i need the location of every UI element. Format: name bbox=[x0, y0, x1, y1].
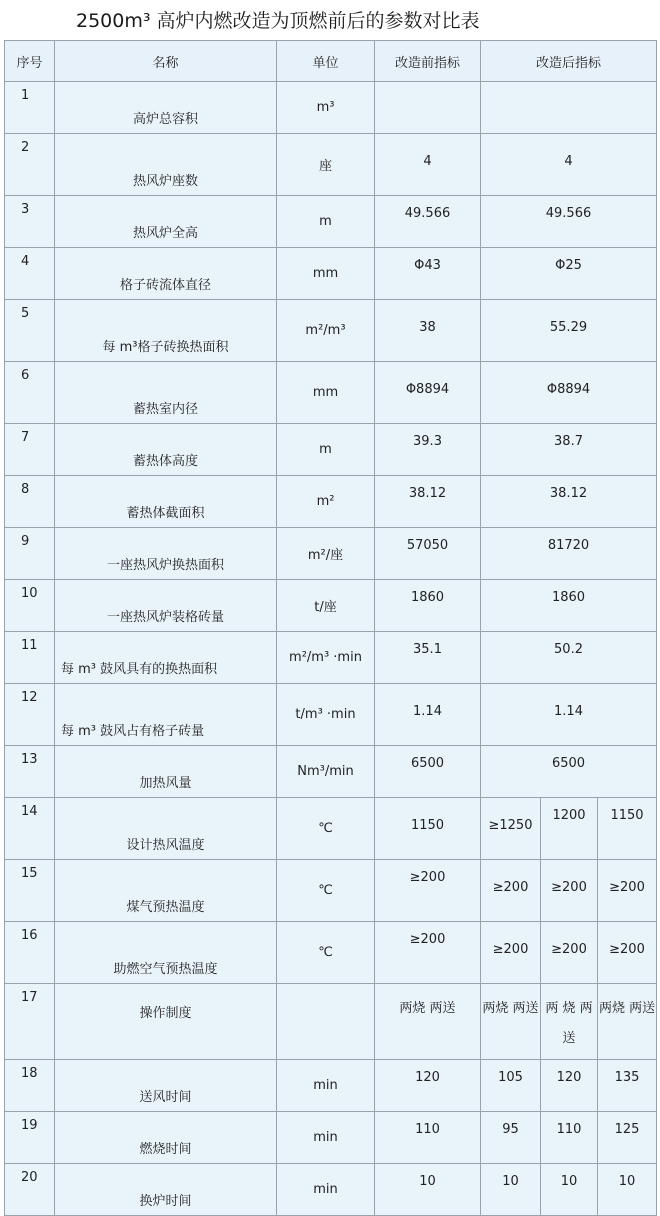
table-row bbox=[5, 528, 657, 580]
row-after-value: 135 bbox=[598, 1060, 657, 1112]
table-row bbox=[5, 1060, 657, 1112]
row-index: 9 bbox=[5, 528, 55, 580]
comparison-table bbox=[4, 40, 657, 1216]
row-before-value: Φ43 bbox=[375, 248, 481, 300]
row-after-value: 10 bbox=[598, 1164, 657, 1216]
table-row bbox=[5, 580, 657, 632]
row-unit: min bbox=[277, 1112, 375, 1164]
row-index: 18 bbox=[5, 1060, 55, 1112]
table-body bbox=[5, 82, 657, 1216]
row-after-value: 95 bbox=[481, 1112, 541, 1164]
row-before-value: 110 bbox=[375, 1112, 481, 1164]
row-before-value: 38.12 bbox=[375, 476, 481, 528]
row-after-value: Φ8894 bbox=[481, 362, 657, 424]
row-before-value: 10 bbox=[375, 1164, 481, 1216]
table-row bbox=[5, 134, 657, 196]
row-index: 15 bbox=[5, 860, 55, 922]
row-index: 19 bbox=[5, 1112, 55, 1164]
row-before-value bbox=[375, 82, 481, 134]
table-row bbox=[5, 984, 657, 1060]
row-after-value: 50.2 bbox=[481, 632, 657, 684]
row-index: 11 bbox=[5, 632, 55, 684]
row-after-value: 125 bbox=[598, 1112, 657, 1164]
row-unit: min bbox=[277, 1164, 375, 1216]
row-unit: m²/座 bbox=[277, 528, 375, 580]
row-after-value: 55.29 bbox=[481, 300, 657, 362]
row-before-value: 35.1 bbox=[375, 632, 481, 684]
row-after-value: 10 bbox=[481, 1164, 541, 1216]
row-unit: Nm³/min bbox=[277, 746, 375, 798]
table-row bbox=[5, 684, 657, 746]
row-name: 燃烧时间 bbox=[55, 1112, 277, 1164]
row-index: 8 bbox=[5, 476, 55, 528]
row-name: 每 m³格子砖换热面积 bbox=[55, 300, 277, 362]
row-index: 7 bbox=[5, 424, 55, 476]
table-row bbox=[5, 1112, 657, 1164]
row-unit: m²/m³ bbox=[277, 300, 375, 362]
row-after-value: ≥200 bbox=[598, 860, 657, 922]
row-before-value: 49.566 bbox=[375, 196, 481, 248]
row-name: 送风时间 bbox=[55, 1060, 277, 1112]
row-unit: 座 bbox=[277, 134, 375, 196]
row-index: 5 bbox=[5, 300, 55, 362]
row-name: 高炉总容积 bbox=[55, 82, 277, 134]
row-after-value: ≥200 bbox=[481, 860, 541, 922]
row-unit bbox=[277, 984, 375, 1060]
row-before-value: 57050 bbox=[375, 528, 481, 580]
table-row bbox=[5, 632, 657, 684]
row-unit: ℃ bbox=[277, 798, 375, 860]
row-name: 设计热风温度 bbox=[55, 798, 277, 860]
row-unit: ℃ bbox=[277, 922, 375, 984]
table-row bbox=[5, 798, 657, 860]
row-after-value: ≥200 bbox=[541, 922, 598, 984]
row-after-value: ≥200 bbox=[481, 922, 541, 984]
row-unit: m² bbox=[277, 476, 375, 528]
table-row bbox=[5, 424, 657, 476]
row-after-value: 4 bbox=[481, 134, 657, 196]
row-name: 蓄热室内径 bbox=[55, 362, 277, 424]
row-name: 蓄热体高度 bbox=[55, 424, 277, 476]
row-index: 1 bbox=[5, 82, 55, 134]
row-index: 17 bbox=[5, 984, 55, 1060]
row-after-value: 120 bbox=[541, 1060, 598, 1112]
row-before-value: ≥200 bbox=[375, 860, 481, 922]
row-after-value bbox=[481, 82, 657, 134]
row-after-value: ≥200 bbox=[541, 860, 598, 922]
row-name: 加热风量 bbox=[55, 746, 277, 798]
table-title: 2500m³ 高炉内燃改造为顶燃前后的参数对比表 bbox=[76, 10, 480, 32]
row-before-value: 1150 bbox=[375, 798, 481, 860]
row-after-value: 38.7 bbox=[481, 424, 657, 476]
row-unit: m³ bbox=[277, 82, 375, 134]
row-name: 每 m³ 鼓风具有的换热面积 bbox=[55, 632, 277, 684]
row-name: 操作制度 bbox=[55, 984, 277, 1060]
table-row bbox=[5, 196, 657, 248]
header-before: 改造前指标 bbox=[375, 41, 481, 82]
row-index: 6 bbox=[5, 362, 55, 424]
row-before-value: 1860 bbox=[375, 580, 481, 632]
row-unit: ℃ bbox=[277, 860, 375, 922]
row-index: 3 bbox=[5, 196, 55, 248]
row-before-value: 6500 bbox=[375, 746, 481, 798]
row-after-value: Φ25 bbox=[481, 248, 657, 300]
row-name: 格子砖流体直径 bbox=[55, 248, 277, 300]
row-index: 13 bbox=[5, 746, 55, 798]
row-unit: mm bbox=[277, 362, 375, 424]
header-name: 名称 bbox=[55, 41, 277, 82]
row-index: 10 bbox=[5, 580, 55, 632]
row-after-value: 1200 bbox=[541, 798, 598, 860]
table-row bbox=[5, 860, 657, 922]
row-unit: m bbox=[277, 196, 375, 248]
header-index: 序号 bbox=[5, 41, 55, 82]
header-unit: 单位 bbox=[277, 41, 375, 82]
row-after-value: 6500 bbox=[481, 746, 657, 798]
row-unit: m²/m³ ·min bbox=[277, 632, 375, 684]
row-name: 助燃空气预热温度 bbox=[55, 922, 277, 984]
row-name: 煤气预热温度 bbox=[55, 860, 277, 922]
table-row bbox=[5, 362, 657, 424]
row-after-value: ≥1250 bbox=[481, 798, 541, 860]
row-name: 热风炉全高 bbox=[55, 196, 277, 248]
row-index: 14 bbox=[5, 798, 55, 860]
table-row bbox=[5, 922, 657, 984]
row-after-value: 38.12 bbox=[481, 476, 657, 528]
table-row bbox=[5, 82, 657, 134]
row-before-value: 38 bbox=[375, 300, 481, 362]
row-name: 换炉时间 bbox=[55, 1164, 277, 1216]
row-before-value: 1.14 bbox=[375, 684, 481, 746]
row-after-value: 49.566 bbox=[481, 196, 657, 248]
row-after-value: 1.14 bbox=[481, 684, 657, 746]
row-after-value: 10 bbox=[541, 1164, 598, 1216]
table-row bbox=[5, 476, 657, 528]
row-index: 4 bbox=[5, 248, 55, 300]
row-name: 一座热风炉装格砖量 bbox=[55, 580, 277, 632]
row-after-value: 两 烧 两送 bbox=[541, 984, 598, 1060]
row-before-value: 两烧 两送 bbox=[375, 984, 481, 1060]
row-before-value: 4 bbox=[375, 134, 481, 196]
row-after-value: 105 bbox=[481, 1060, 541, 1112]
row-index: 16 bbox=[5, 922, 55, 984]
row-unit: t/座 bbox=[277, 580, 375, 632]
row-after-value: 110 bbox=[541, 1112, 598, 1164]
row-before-value: ≥200 bbox=[375, 922, 481, 984]
row-after-value: 两烧 两送 bbox=[598, 984, 657, 1060]
row-index: 12 bbox=[5, 684, 55, 746]
header-row bbox=[5, 41, 657, 82]
row-after-value: 1860 bbox=[481, 580, 657, 632]
table-row bbox=[5, 746, 657, 798]
row-after-value: 两烧 两送 bbox=[481, 984, 541, 1060]
row-unit: min bbox=[277, 1060, 375, 1112]
row-after-value: 81720 bbox=[481, 528, 657, 580]
header-after: 改造后指标 bbox=[481, 41, 657, 82]
row-before-value: Φ8894 bbox=[375, 362, 481, 424]
row-name: 一座热风炉换热面积 bbox=[55, 528, 277, 580]
row-unit: t/m³ ·min bbox=[277, 684, 375, 746]
row-unit: mm bbox=[277, 248, 375, 300]
row-after-value: ≥200 bbox=[598, 922, 657, 984]
row-index: 20 bbox=[5, 1164, 55, 1216]
table-row bbox=[5, 300, 657, 362]
table-row bbox=[5, 248, 657, 300]
row-name: 热风炉座数 bbox=[55, 134, 277, 196]
row-before-value: 120 bbox=[375, 1060, 481, 1112]
row-after-value: 1150 bbox=[598, 798, 657, 860]
row-unit: m bbox=[277, 424, 375, 476]
table-row bbox=[5, 1164, 657, 1216]
row-name: 蓄热体截面积 bbox=[55, 476, 277, 528]
row-name: 每 m³ 鼓风占有格子砖量 bbox=[55, 684, 277, 746]
row-before-value: 39.3 bbox=[375, 424, 481, 476]
row-index: 2 bbox=[5, 134, 55, 196]
